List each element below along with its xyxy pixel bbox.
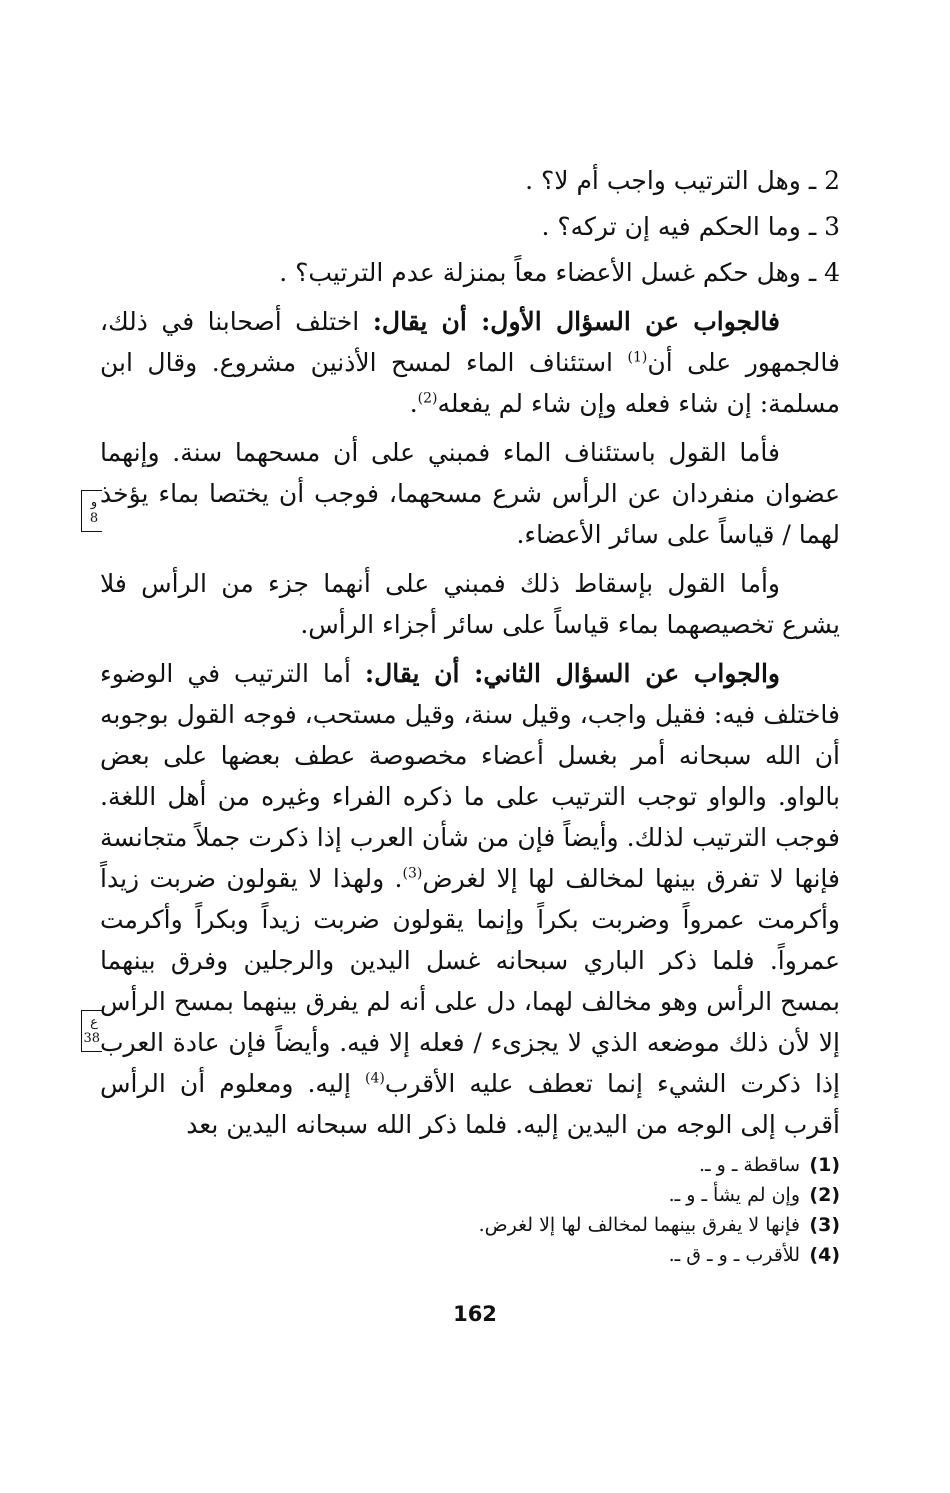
footnote-number: (4) (809, 1244, 840, 1266)
footnote-ref-2: (2) (417, 390, 438, 407)
footnote-ref-4: (4) (364, 1070, 385, 1087)
answer-1-text: اختلف أصحابنا في ذلك، فالجمهور على أن (100, 307, 840, 377)
marker-number: 38 (83, 1031, 100, 1046)
footnotes (360, 1150, 840, 1270)
question-3: 3 ـ وما الحكم فيه إن تركه؟ . (541, 212, 840, 241)
answer-2-text: أما الترتيب في الوضوء فاختلف فيه: فقيل واجب، وقيل سنة، وقيل مستحب، فوجه القول بوجوبه أن الله سبحانه أمر بغسل أعضاء مخصوصة عطف بعضها على بعض بالواو. والواو توجب الترتيب على ما ذكره الفراء وغيره من أهل اللغة. فوجب الترتيب لذلك. وأيضاً فإن من شأن العرب إذا ذكرت جملاً متجانسة فإنها لا تفرق بينها لمخالف لها إلا لغرض (100, 659, 840, 893)
footnote-ref-3: (3) (402, 865, 423, 882)
answer-1-lead: فالجواب عن السؤال الأول: أن يقال: (372, 307, 780, 336)
manuscript-marker-ain (81, 1010, 102, 1052)
page-body (100, 160, 840, 1145)
footnote-number: (1) (809, 1154, 840, 1176)
footnote-4 (360, 1240, 840, 1270)
footnote-3 (360, 1210, 840, 1240)
manuscript-marker-waw (81, 490, 102, 532)
answer-2-paragraph (100, 653, 840, 1145)
question-4: 4 ـ وهل حكم غسل الأعضاء معاً بمنزلة عدم الترتيب؟ . (279, 258, 840, 287)
footnote-text: وإن لم يشأ ـ و ـ. (668, 1184, 800, 1206)
marker-letter: ع (90, 1015, 98, 1030)
footnote-text: للأقرب ـ و ـ ق ـ. (668, 1244, 800, 1266)
question-2: 2 ـ وهل الترتيب واجب أم لا؟ . (525, 166, 840, 195)
isqat-paragraph: وأما القول بإسقاط ذلك فمبني على أنهما جزء من الرأس فلا يشرع تخصيصهما بماء قياساً على سائر أجزاء الرأس. (100, 569, 840, 639)
footnote-1 (360, 1150, 840, 1180)
footnote-ref-1: (1) (627, 349, 648, 366)
footnote-text: ساقطة ـ و ـ. (698, 1154, 800, 1176)
marker-letter: و (90, 495, 98, 510)
answer-2-lead: والجواب عن السؤال الثاني: أن يقال: (364, 659, 781, 688)
answer-2-text-2: . ولهذا لا يقولون ضربت زيداً وأكرمت عمرواً وضربت بكراً وإنما يقولون ضربت زيداً وبكراً وأكرمت عمرواً. فلما ذكر الباري سبحانه غسل اليدين والرجلين وفرق بينهما بمسح الرأس وهو مخالف لهما، دل على أنه لم يفرق بينهما بمسح الرأس إلا لأن ذلك موضعه الذي لا يجزىء / فعله إلا فيه. وأيضاً فإن عادة العرب إذا ذكرت الشيء إنما تعطف عليه الأقرب (100, 864, 840, 1098)
answer-1-paragraph (100, 301, 840, 424)
answer-2-text-3: إليه. ومعلوم أن الرأس أقرب إلى الوجه من اليدين إليه. فلما ذكر الله سبحانه اليدين بعد (100, 1069, 840, 1139)
marker-number: 8 (89, 511, 99, 526)
page-number: 162 (453, 1302, 497, 1326)
footnote-number: (3) (809, 1214, 840, 1236)
istinaf-paragraph: فأما القول باستئناف الماء فمبني على أن مسحهما سنة. وإنهما عضوان منفردان عن الرأس شرع مسحهما، فوجب أن يختصا بماء يؤخذ لهما / قياساً على سائر الأعضاء. (100, 438, 840, 549)
answer-1-end: . (409, 389, 418, 418)
footnote-text: فإنها لا يفرق بينهما لمخالف لها إلا لغرض. (478, 1214, 800, 1236)
footnote-2 (360, 1180, 840, 1210)
footnote-number: (2) (809, 1184, 840, 1206)
answer-1-text-2: استئناف الماء لمسح الأذنين مشروع. وقال ابن مسلمة: إن شاء فعله وإن شاء لم يفعله (100, 348, 840, 418)
